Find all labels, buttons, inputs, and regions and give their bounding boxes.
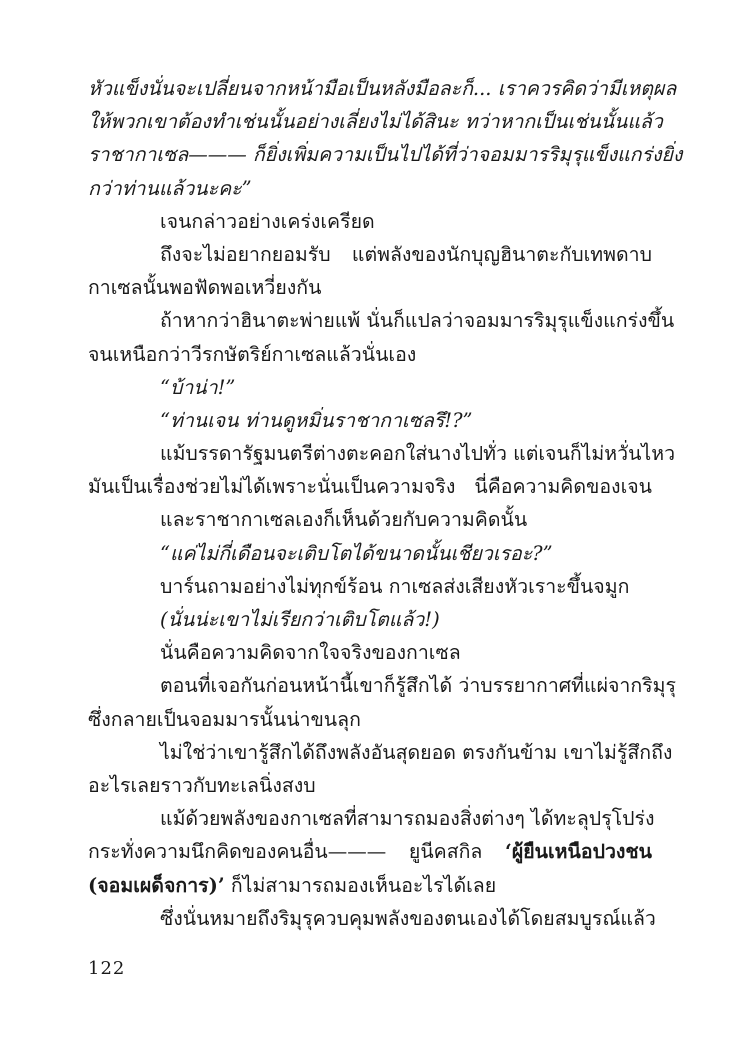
text-line: จนเหนือกว่าวีรกษัตริย์กาเซลแล้วนั่นเอง bbox=[88, 342, 417, 366]
page-body bbox=[88, 72, 683, 935]
text-line: (นั่นน่ะเขาไม่เรียกว่าเติบโตแล้ว!) bbox=[160, 608, 440, 631]
text-line: นั่นคือความคิดจากใจจริงของกาเซล bbox=[160, 641, 461, 665]
text-line: ถ้าหากว่าฮินาตะพ่ายแพ้ นั่นก็แปลว่าจอมมารริมุรุแข็งแกร่งขึ้น bbox=[160, 309, 675, 333]
line-plain-part: กระทั่งความนึกคิดของคนอื่น——— ยูนีคสกิล bbox=[88, 840, 506, 864]
text-line: กว่าท่านแล้วนะคะ” bbox=[88, 176, 252, 200]
text-line bbox=[88, 835, 652, 868]
text-line: อะไรเลยราวกับทะเลนิ่งสงบ bbox=[88, 773, 316, 797]
text-line: ซึ่งนั่นหมายถึงริมุรุควบคุมพลังของตนเองได้โดยสมบูรณ์แล้ว bbox=[160, 906, 656, 930]
text-line: หัวแข็งนั่นจะเปลี่ยนจากหน้ามือเป็นหลังมือละก็... เราควรคิดว่ามีเหตุผล bbox=[88, 77, 677, 100]
text-line: บาร์นถามอย่างไม่ทุกข์ร้อน กาเซลส่งเสียงหัวเราะขึ้นจมูก bbox=[160, 574, 630, 598]
text-line: “แค่ไม่กี่เดือนจะเติบโตได้ขนาดนั้นเชียวเรอะ?” bbox=[160, 541, 553, 565]
text-line: กาเซลนั้นพอฟัดพอเหวี่ยงกัน bbox=[88, 276, 322, 300]
skill-name-bold: (จอมเผด็จการ)’ bbox=[88, 873, 225, 897]
text-line bbox=[88, 869, 652, 902]
text-line: ให้พวกเขาต้องทำเช่นนั้นอย่างเลี่ยงไม่ได้สินะ ทว่าหากเป็นเช่นนั้นแล้ว bbox=[88, 110, 663, 134]
text-line: ราชากาเซล——— ก็ยิ่งเพิ่มความเป็นไปได้ที่ว่าจอมมารริมุรุแข็งแกร่งยิ่ง bbox=[88, 143, 683, 167]
text-line: ตอนที่เจอกันก่อนหน้านี้เขาก็รู้สึกได้ ว่าบรรยากาศที่แผ่จากริมุรุ bbox=[160, 674, 676, 698]
text-line: ถึงจะไม่อยากยอมรับ แต่พลังของนักบุญฮินาตะกับเทพดาบ bbox=[160, 242, 652, 266]
text-line: เจนกล่าวอย่างเคร่งเครียด bbox=[160, 209, 375, 233]
text-line: แม้ด้วยพลังของกาเซลที่สามารถมองสิ่งต่างๆ ได้ทะลุปรุโปร่ง bbox=[160, 807, 655, 831]
text-line: “ท่านเจน ท่านดูหมิ่นราชากาเซลรึ!?” bbox=[160, 408, 473, 432]
text-line: ซึ่งกลายเป็นจอมมารนั้นน่าขนลุก bbox=[88, 707, 361, 731]
text-line: “บ้าน่า!” bbox=[160, 375, 236, 399]
page-number: 122 bbox=[88, 958, 126, 979]
text-line: แม้บรรดารัฐมนตรีต่างตะคอกใส่นางไปทั่ว แต่เจนก็ไม่หวั่นไหว bbox=[160, 442, 676, 466]
text-line: และราชากาเซลเองก็เห็นด้วยกับความคิดนั้น bbox=[160, 508, 528, 532]
text-line: ไม่ใช่ว่าเขารู้สึกได้ถึงพลังอันสุดยอด ตรงกันข้าม เขาไม่รู้สึกถึง bbox=[160, 740, 673, 764]
skill-name-bold: ‘ผู้ยืนเหนือปวงชน bbox=[505, 840, 652, 864]
text-line: มันเป็นเรื่องช่วยไม่ได้เพราะนั่นเป็นความจริง นี่คือความคิดของเจน bbox=[88, 475, 652, 499]
line-plain-part: ก็ไม่สามารถมองเห็นอะไรได้เลย bbox=[224, 873, 497, 897]
